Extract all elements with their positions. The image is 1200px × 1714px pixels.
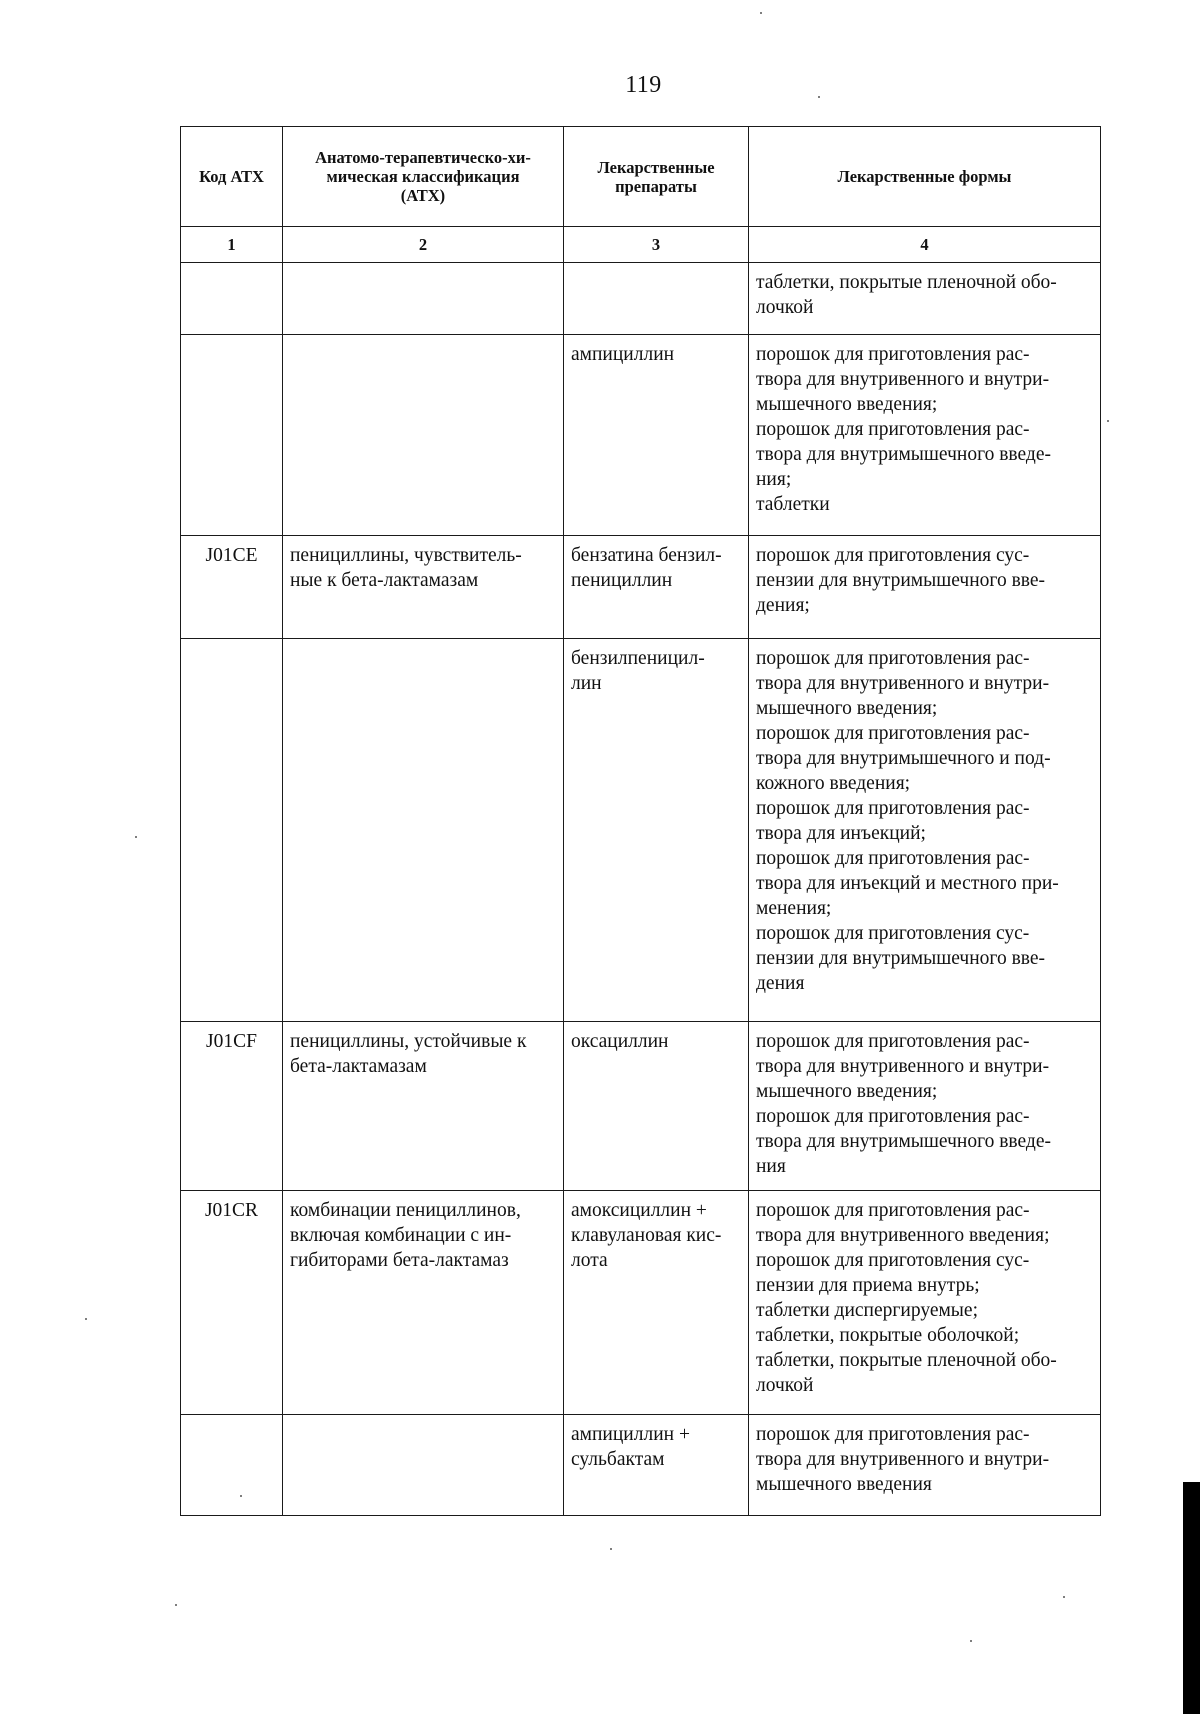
column-number: 4 [749,227,1101,263]
header-atx-code: Код АТХ [181,127,283,227]
atx-code-cell [181,639,283,1022]
classification-cell: пенициллины, чувствитель- ные к бета-лактамазам [283,536,564,639]
table-row [181,1191,1101,1415]
atx-code-cell [181,1415,283,1516]
column-number-row [181,227,1101,263]
dosage-forms-cell: таблетки, покрытые пленочной обо- лочкой [749,263,1101,335]
drug-cell: оксациллин [564,1022,749,1191]
table-row [181,263,1101,335]
classification-cell: комбинации пенициллинов, включая комбинации с ин- гибиторами бета-лактамаз [283,1191,564,1415]
classification-cell [283,335,564,536]
scan-speck [1063,1596,1065,1598]
dosage-forms-cell: порошок для приготовления рас- твора для внутривенного и внутри- мышечного введения; порошок для приготовления рас- твора для внутримышечного введе- ния [749,1022,1101,1191]
drug-cell: бензилпеницил- лин [564,639,749,1022]
dosage-forms-cell: порошок для приготовления сус- пензии для внутримышечного вве- дения; [749,536,1101,639]
table-row [181,1415,1101,1516]
scan-speck [970,1640,972,1642]
drug-cell [564,263,749,335]
drug-cell: бензатина бензил- пенициллин [564,536,749,639]
drug-cell: амоксициллин + клавулановая кис- лота [564,1191,749,1415]
atx-code-cell [181,335,283,536]
dosage-forms-cell: порошок для приготовления рас- твора для внутривенного и внутри- мышечного введения; порошок для приготовления рас- твора для внутримышечного введе- ния; таблетки [749,335,1101,536]
column-number: 1 [181,227,283,263]
header-row [181,127,1101,227]
drug-cell: ампициллин + сульбактам [564,1415,749,1516]
dosage-forms-cell: порошок для приготовления рас- твора для внутривенного и внутри- мышечного введения; порошок для приготовления рас- твора для внутримышечного и под- кожного введения; порошок для приготовления рас- твора для инъекций; порошок для приготовления рас- твора для инъекций и местного при- менения; порошок для приготовления сус- пензии для внутримышечного вве- дения [749,639,1101,1022]
classification-cell [283,639,564,1022]
header-drugs: Лекарственные препараты [564,127,749,227]
table-row [181,536,1101,639]
header-dosage-forms: Лекарственные формы [749,127,1101,227]
classification-cell: пенициллины, устойчивые к бета-лактамазам [283,1022,564,1191]
scan-speck [760,12,762,14]
dosage-forms-cell: порошок для приготовления рас- твора для внутривенного и внутри- мышечного введения [749,1415,1101,1516]
table-row [181,335,1101,536]
column-number: 3 [564,227,749,263]
scan-speck [135,836,137,838]
atx-drug-table [180,126,1101,1516]
scan-speck [818,96,820,98]
scan-speck [240,1495,242,1497]
atx-code-cell: J01CR [181,1191,283,1415]
drug-cell: ампициллин [564,335,749,536]
scan-speck [85,1318,87,1320]
column-number: 2 [283,227,564,263]
dosage-forms-cell: порошок для приготовления рас- твора для внутривенного введения; порошок для приготовления сус- пензии для приема внутрь; таблетки диспергируемые; таблетки, покрытые оболочкой; таблетки, покрытые пленочной обо- лочкой [749,1191,1101,1415]
header-atx-classification: Анатомо-терапевтическо-хи- мическая классификация (АТХ) [283,127,564,227]
page-number: 119 [625,72,662,98]
table-row [181,639,1101,1022]
table-row [181,1022,1101,1191]
atx-code-cell: J01CE [181,536,283,639]
atx-code-cell [181,263,283,335]
scan-speck [610,1548,612,1550]
classification-cell [283,1415,564,1516]
scan-speck [175,1604,177,1606]
scan-margin-shadow [1183,1482,1200,1714]
atx-code-cell: J01CF [181,1022,283,1191]
scan-speck [1107,420,1109,422]
classification-cell [283,263,564,335]
